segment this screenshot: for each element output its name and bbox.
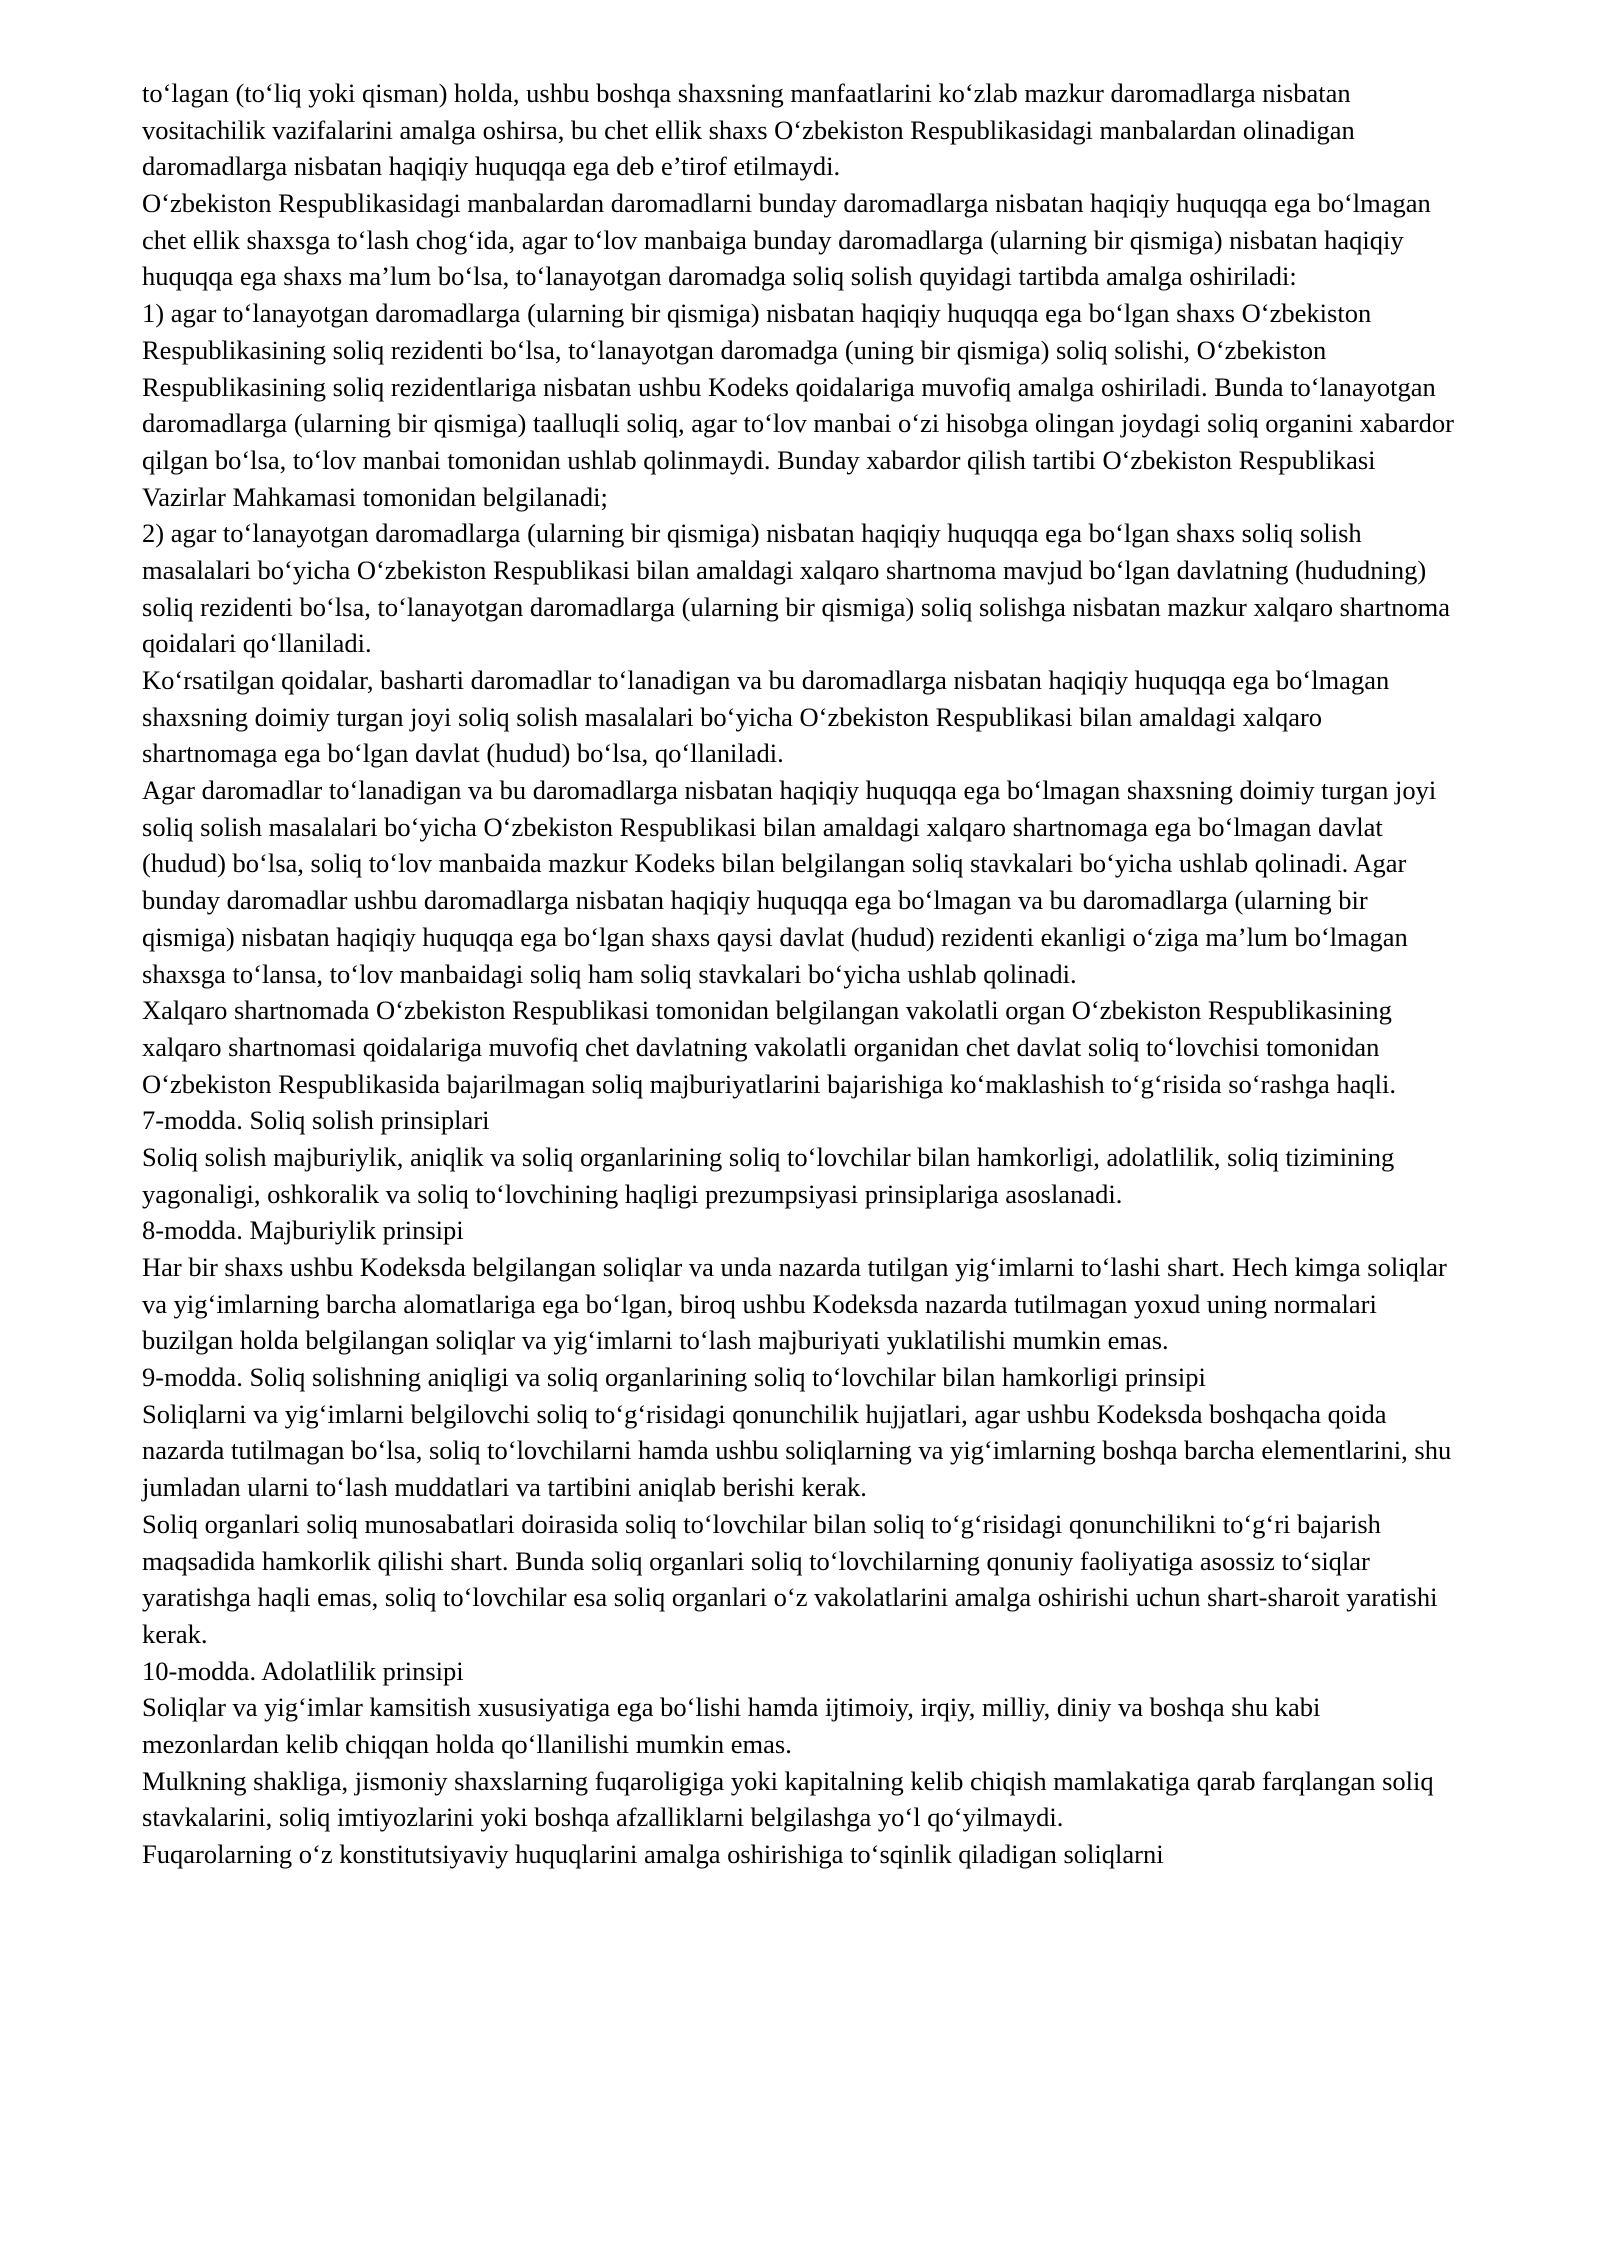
paragraph: O‘zbekiston Respublikasidagi manbalardan daromadlarni bunday daromadlarga nisbatan haqiqiy huquqqa ega bo‘lmagan chet ellik shaxsga to‘lash chog‘ida, agar to‘lov manbaiga bunday daromadlarga (ularning bir qismiga) nisbatan haqiqiy huquqqa ega shaxs ma’lum bo‘lsa, to‘lanayotgan daromadga soliq solish quyidagi tartibda amalga oshiriladi: xyxy=(142,188,1431,292)
article-heading-10: 10-modda. Adolatlilik prinsipi xyxy=(142,1655,464,1686)
paragraph: Soliqlar va yig‘imlar kamsitish xususiyatiga ega bo‘lishi hamda ijtimoiy, irqiy, milliy, diniy va boshqa shu kabi mezonlardan kelib chiqqan holda qo‘llanilishi mumkin emas. xyxy=(142,1692,1321,1759)
paragraph: Fuqarolarning o‘z konstitutsiyaviy huquqlarini amalga oshirishiga to‘sqinlik qiladigan soliqlarni xyxy=(142,1839,1164,1869)
paragraph: 2) agar to‘lanayotgan daromadlarga (ularning bir qismiga) nisbatan haqiqiy huquqqa ega bo‘lgan shaxs soliq solish masalalari bo‘yicha O‘zbekiston Respublikasi bilan amaldagi xalqaro shartnoma mavjud bo‘lgan davlatning (hududning) soliq rezidenti bo‘lsa, to‘lanayotgan daromadlarga (ularning bir qismiga) soliq solishga nisbatan mazkur xalqaro shartnoma qoidalari qo‘llaniladi. xyxy=(142,518,1450,659)
paragraph: Soliq organlari soliq munosabatlari doirasida soliq to‘lovchilar bilan soliq to‘g‘risidagi qonunchilikni to‘g‘ri bajarish maqsadida hamkorlik qilishi shart. Bunda soliq organlari soliq to‘lovchilarning qonuniy faoliyatiga asossiz to‘siqlar yaratishga haqli emas, soliq to‘lovchilar esa soliq organlari o‘z vakolatlarini amalga oshirishi uchun shart-sharoit yaratishi kerak. xyxy=(142,1508,1438,1649)
paragraph: Soliq solish majburiylik, aniqlik va soliq organlarining soliq to‘lovchilar bilan hamkorligi, adolatlilik, soliq tizimining yagonaligi, oshkoralik va soliq to‘lovchining haqligi prezumpsiyasi prinsiplariga asoslanadi. xyxy=(142,1141,1395,1209)
paragraph: Har bir shaxs ushbu Kodeksda belgilangan soliqlar va unda nazarda tutilgan yig‘imlarni to‘lashi shart. Hech kimga soliqlar va yig‘imlarning barcha alomatlariga ega bo‘lgan, biroq ushbu Kodeksda nazarda tutilmagan yoxud uning normalari buzilgan holda belgilangan soliqlar va yig‘imlarni to‘lash majburiyati yuklatilishi mumkin emas. xyxy=(142,1252,1447,1356)
article-heading-9: 9-modda. Soliq solishning aniqligi va soliq organlarining soliq to‘lovchilar bilan hamkorligi prinsipi xyxy=(142,1362,1206,1393)
article-heading-8: 8-modda. Majburiylik prinsipi xyxy=(142,1215,464,1246)
paragraph: 1) agar to‘lanayotgan daromadlarga (ularning bir qismiga) nisbatan haqiqiy huquqqa ega bo‘lgan shaxs O‘zbekiston Respublikasining soliq rezidenti bo‘lsa, to‘lanayotgan daromadga (uning bir qismiga) soliq solishi, O‘zbekiston Respublikasining soliq rezidentlariga nisbatan ushbu Kodeks qoidalariga muvofiq amalga oshiriladi. Bunda to‘lanayotgan daromadlarga (ularning bir qismiga) taalluqli soliq, agar to‘lov manbai o‘zi hisobga olingan joydagi soliq organini xabardor qilgan bo‘lsa, to‘lov manbai tomonidan ushlab qolinmaydi. Bunday xabardor qilish tartibi O‘zbekiston Respublikasi Vazirlar Mahkamasi tomonidan belgilanadi; xyxy=(142,298,1454,512)
document-body xyxy=(142,75,1458,1873)
paragraph: Ko‘rsatilgan qoidalar, basharti daromadlar to‘lanadigan va bu daromadlarga nisbatan haqiqiy huquqqa ega bo‘lmagan shaxsning doimiy turgan joyi soliq solish masalalari bo‘yicha O‘zbekiston Respublikasi bilan amaldagi xalqaro shartnomaga ega bo‘lgan davlat (hudud) bo‘lsa, qo‘llaniladi. xyxy=(142,665,1390,769)
paragraph: Soliqlarni va yig‘imlarni belgilovchi soliq to‘g‘risidagi qonunchilik hujjatlari, agar ushbu Kodeksda boshqacha qoida nazarda tutilmagan bo‘lsa, soliq to‘lovchilarni hamda ushbu soliqlarning va yig‘imlarning boshqa barcha elementlarini, shu jumladan ularni to‘lash muddatlari va tartibini aniqlab berishi kerak. xyxy=(142,1398,1452,1503)
paragraph: Mulkning shakliga, jismoniy shaxslarning fuqaroligiga yoki kapitalning kelib chiqish mamlakatiga qarab farqlangan soliq stavkalarini, soliq imtiyozlarini yoki boshqa afzalliklarni belgilashga yo‘l qo‘yilmaydi. xyxy=(142,1765,1434,1833)
paragraph: Xalqaro shartnomada O‘zbekiston Respublikasi tomonidan belgilangan vakolatli organ O‘zbekiston Respublikasining xalqaro shartnomasi qoidalariga muvofiq chet davlatning vakolatli organidan chet davlat soliq to‘lovchisi tomonidan O‘zbekiston Respublikasida bajarilmagan soliq majburiyatlarini bajarishiga ko‘maklashish to‘g‘risida so‘rashga haqli. xyxy=(142,995,1397,1099)
article-heading-7: 7-modda. Soliq solish prinsiplari xyxy=(142,1105,490,1136)
paragraph: Agar daromadlar to‘lanadigan va bu daromadlarga nisbatan haqiqiy huquqqa ega bo‘lmagan shaxsning doimiy turgan joyi soliq solish masalalari bo‘yicha O‘zbekiston Respublikasi bilan amaldagi xalqaro shartnomaga ega bo‘lmagan davlat (hudud) bo‘lsa, soliq to‘lov manbaida mazkur Kodeks bilan belgilangan soliq stavkalari bo‘yicha ushlab qolinadi. Agar bunday daromadlar ushbu daromadlarga nisbatan haqiqiy huquqqa ega bo‘lmagan va bu daromadlarga (ularning bir qismiga) nisbatan haqiqiy huquqqa ega bo‘lgan shaxs qaysi davlat (hudud) rezidenti ekanligi o‘ziga ma’lum bo‘lmagan shaxsga to‘lansa, to‘lov manbaidagi soliq ham soliq stavkalari bo‘yicha ushlab qolinadi. xyxy=(142,775,1437,989)
paragraph: to‘lagan (to‘liq yoki qisman) holda, ushbu boshqa shaxsning manfaatlarini ko‘zlab mazkur daromadlarga nisbatan vositachilik vazifalarini amalga oshirsa, bu chet ellik shaxs O‘zbekiston Respublikasidagi manbalardan olinadigan daromadlarga nisbatan haqiqiy huquqqa ega deb e’tirof etilmaydi. xyxy=(142,78,1355,182)
